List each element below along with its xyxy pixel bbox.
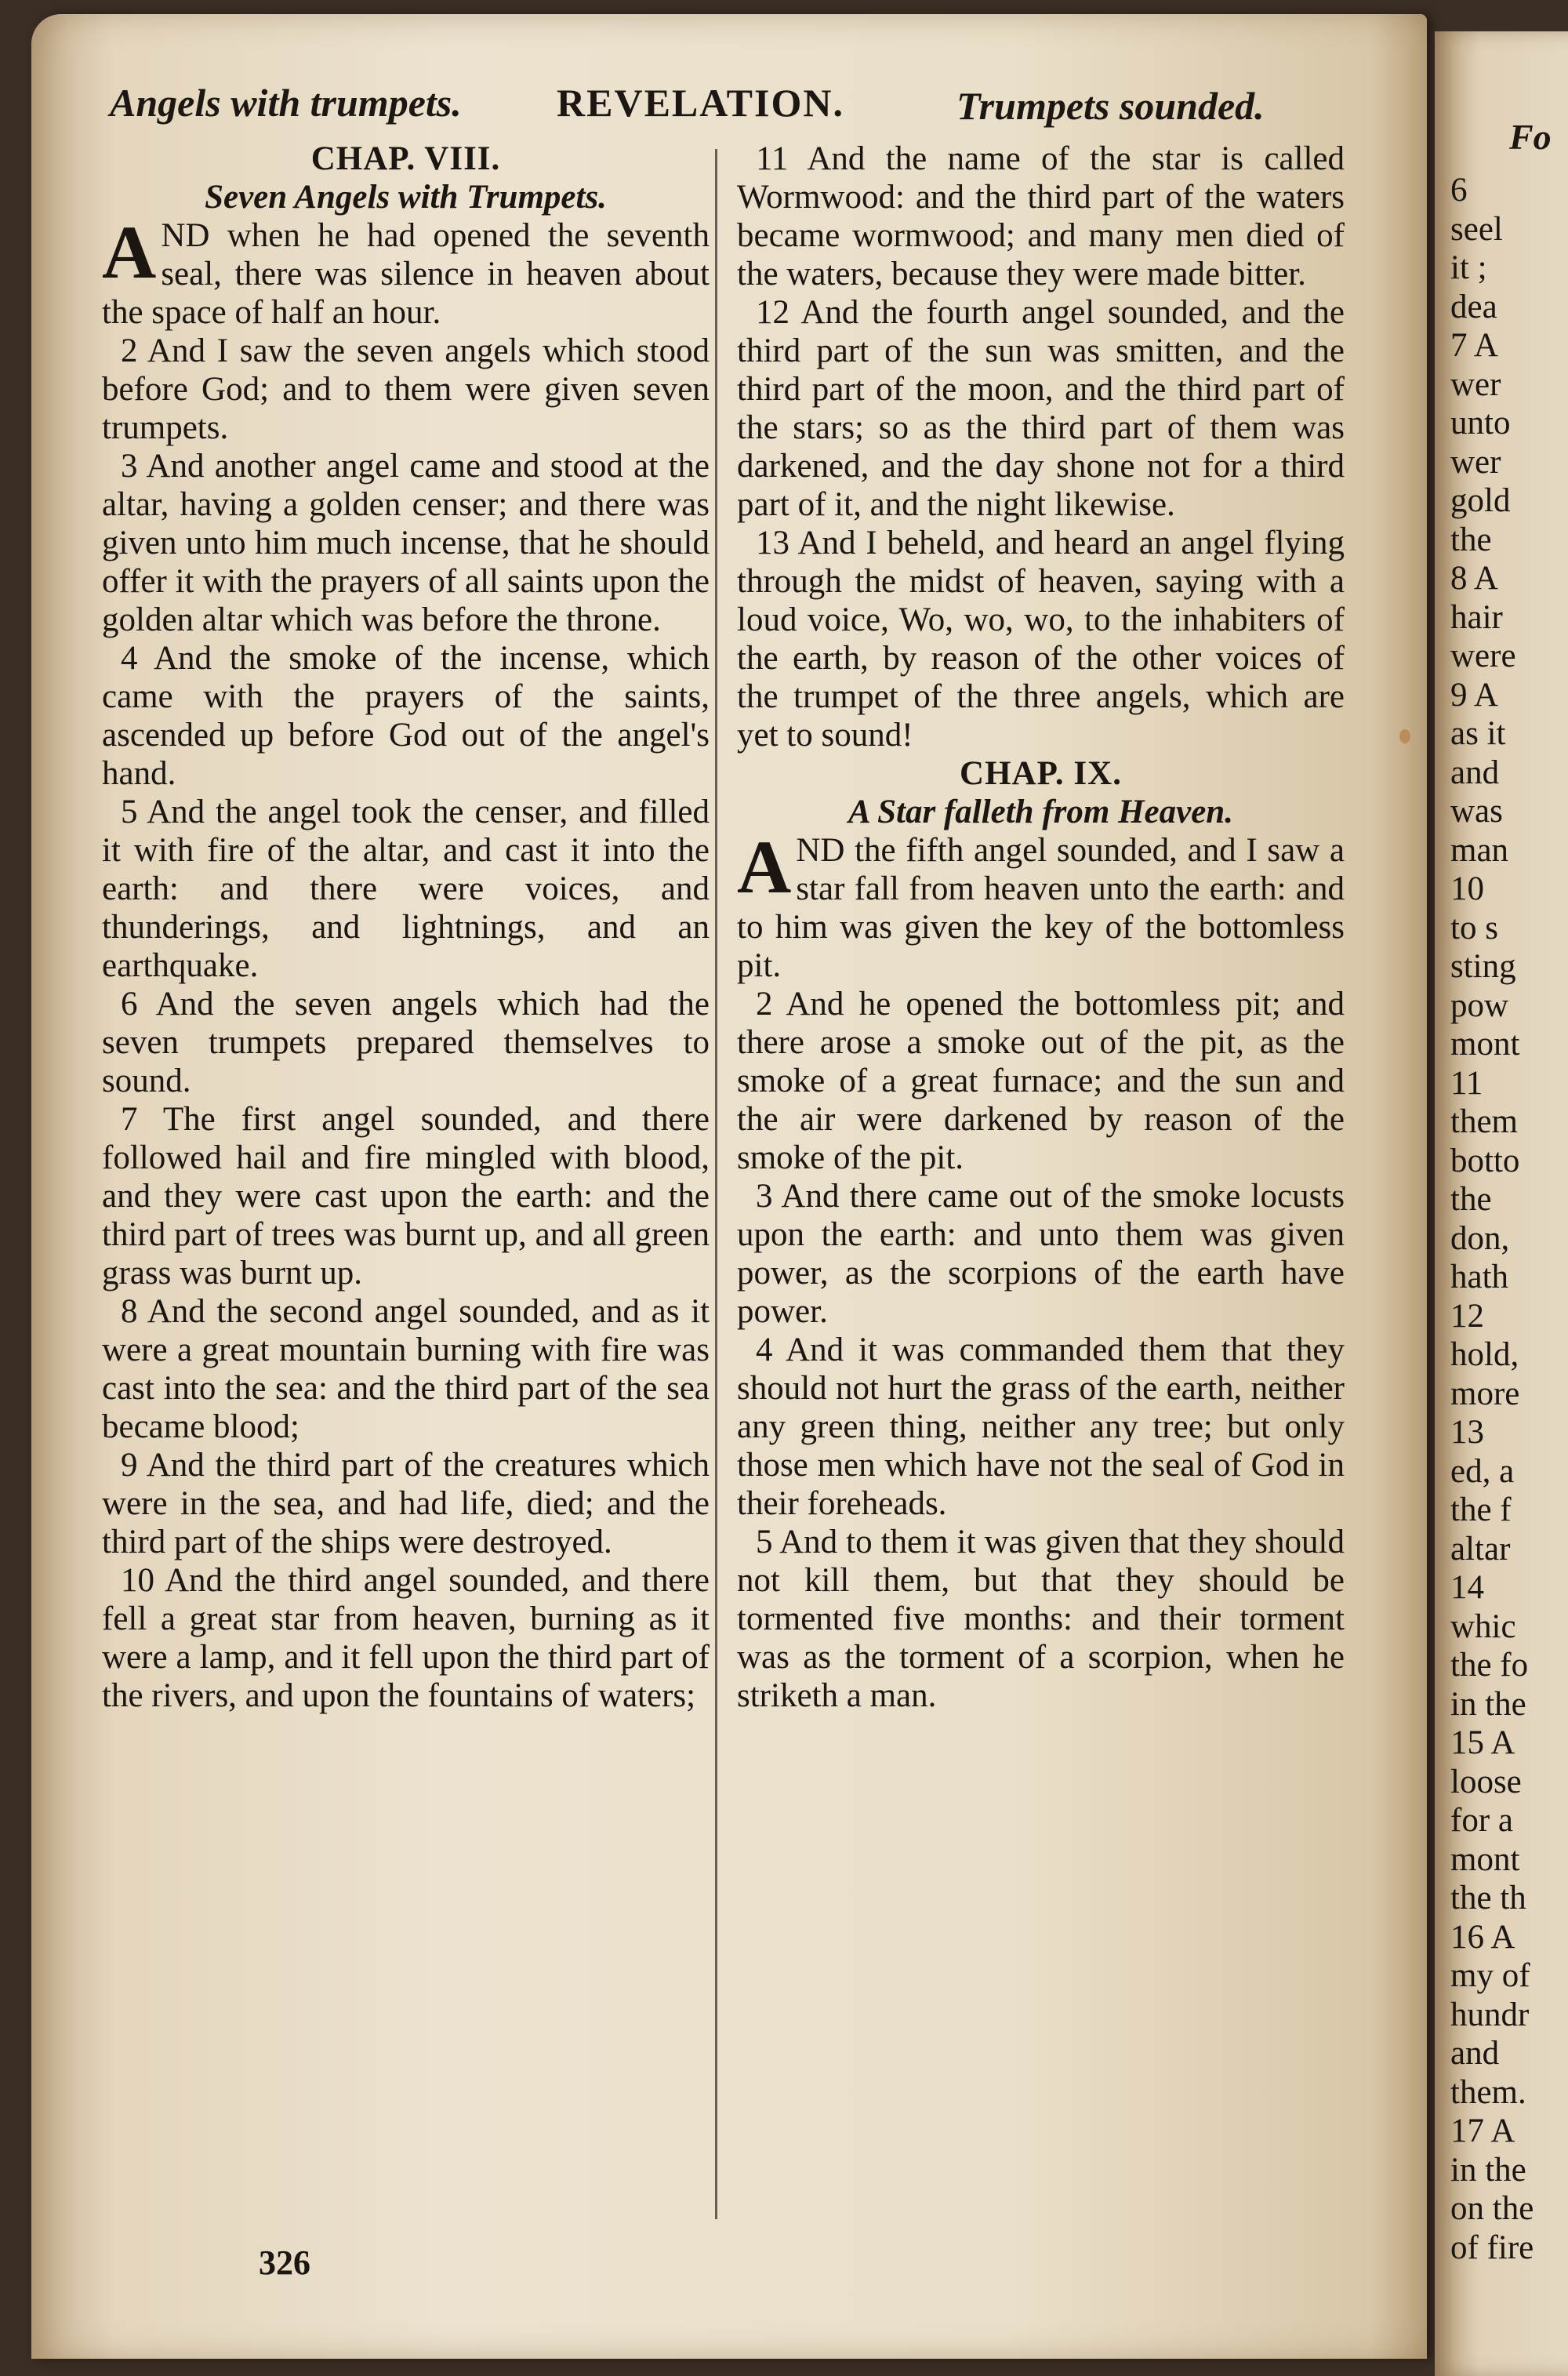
column-rule [715, 149, 717, 2219]
verse: 5 And the angel took the censer, and filled it with fire of the altar, and cast it into the earth: and there were voices, and thunderings, and lightnings, and an earthquake. [102, 794, 710, 984]
facing-line-fragment: ed, a [1450, 1452, 1515, 1490]
chapter-summary: Seven Angels with Trumpets. [205, 179, 607, 216]
running-head-left: Angels with trumpets. [110, 81, 462, 125]
facing-line-fragment: them. [1450, 2073, 1526, 2111]
facing-line-fragment: 9 A [1450, 676, 1498, 714]
facing-line-fragment: sting [1450, 948, 1516, 985]
drop-cap: A [737, 825, 792, 909]
verse: AND when he had opened the seventh seal, there was silence in heaven about the space of half an hour. [102, 210, 710, 331]
facing-line-fragment: on the [1450, 2190, 1534, 2227]
facing-line-fragment: more [1450, 1375, 1520, 1412]
facing-line-fragment: of fire [1450, 2229, 1534, 2266]
left-column [102, 140, 710, 1715]
facing-line-fragment: mont [1450, 1026, 1520, 1063]
facing-line-fragment: the f [1450, 1491, 1512, 1528]
facing-line-fragment: unto [1450, 405, 1511, 441]
facing-line-fragment: 16 A [1450, 1918, 1515, 1956]
facing-line-fragment: don, [1450, 1219, 1510, 1257]
facing-line-fragment: the [1450, 521, 1492, 558]
verse: 7 The first angel sounded, and there followed hail and fire mingled with blood, and they were cast upon the earth: and the third part of trees was burnt up, and all green grass was burnt up. [102, 1101, 710, 1292]
running-head [110, 80, 1356, 130]
facing-line-fragment: hair [1450, 598, 1503, 636]
facing-text-fragments [1450, 171, 1568, 2267]
verse: 4 And it was commanded them that they should not hurt the grass of the earth, neither any green thing, neither any tree; but only those men which have not the seal of God in their foreheads. [737, 1332, 1345, 1522]
facing-line-fragment: 8 A [1450, 560, 1498, 597]
chapter-heading: CHAP. VIII. [310, 140, 501, 177]
verse: 5 And to them it was given that they should not kill them, but that they should be tormented five months: and their torment was as the torment of a scorpion, when he striketh a man. [737, 1524, 1345, 1714]
book-title: REVELATION. [557, 81, 844, 125]
facing-line-fragment: for a [1450, 1802, 1513, 1839]
facing-line-fragment: hold, [1450, 1336, 1519, 1373]
facing-line-fragment: 17 A [1450, 2113, 1515, 2149]
facing-line-fragment: 11 [1450, 1064, 1483, 1102]
facing-line-fragment: botto [1450, 1142, 1520, 1179]
running-head-right: Trumpets sounded. [956, 84, 1265, 128]
facing-line-fragment: pow [1450, 986, 1509, 1024]
facing-line-fragment: and [1450, 754, 1500, 791]
facing-line-fragment: man [1450, 831, 1509, 869]
chapter-summary: A Star falleth from Heaven. [848, 794, 1233, 830]
facing-line-fragment: hath [1450, 1259, 1509, 1295]
facing-line-fragment: wer [1450, 365, 1501, 403]
verse: 10 And the third angel sounded, and there fell a great star from heaven, burning as it were a lamp, and it fell upon the third part of the rivers, and upon the fountains of waters; [102, 1562, 710, 1714]
facing-line-fragment: hundr [1450, 1996, 1530, 2033]
verse: 13 And I beheld, and heard an angel flying through the midst of heaven, saying with a loud voice, Wo, wo, wo, to the inhabiters of the earth, by reason of the other voices of the trumpet of the three angels, which are yet to sound! [737, 525, 1345, 754]
facing-line-fragment: the [1450, 1181, 1492, 1218]
verse: 2 And I saw the seven angels which stood before God; and to them were given seven trumpets. [102, 332, 710, 446]
facing-line-fragment: as it [1450, 715, 1506, 752]
facing-line-fragment: it ; [1450, 249, 1487, 286]
paper-stain [1399, 729, 1410, 743]
facing-line-fragment: the fo [1450, 1647, 1529, 1684]
facing-line-fragment: to s [1450, 909, 1498, 946]
facing-line-fragment: were [1450, 638, 1516, 674]
facing-line-fragment: wer [1450, 443, 1501, 481]
verse: 4 And the smoke of the incense, which came with the prayers of the saints, ascended up before God out of the angel's hand. [102, 640, 710, 792]
facing-line-fragment: whic [1450, 1608, 1516, 1645]
facing-line-fragment: 14 [1450, 1569, 1484, 1606]
facing-line-fragment: in the [1450, 1685, 1526, 1723]
facing-line-fragment: in the [1450, 2151, 1526, 2189]
verse: AND the fifth angel sounded, and I saw a star fall from heaven unto the earth: and to him was given the key of the bottomless pit. [737, 825, 1345, 984]
verse: 9 And the third part of the creatures which were in the sea, and had life, died; and the third part of the ships were destroyed. [102, 1447, 710, 1560]
facing-line-fragment: dea [1450, 288, 1497, 325]
verse: 3 And another angel came and stood at the altar, having a golden censer; and there was given unto him much incense, that he should offer it with the prayers of all saints upon the golden altar which was before the throne. [102, 448, 710, 638]
facing-line-fragment: my of [1450, 1957, 1530, 1994]
facing-line-fragment: 7 A [1450, 327, 1498, 364]
facing-line-fragment: 6 [1450, 172, 1468, 209]
verse: 8 And the second angel sounded, and as it were a great mountain burning with fire was cast into the sea: and the third part of the sea became blood; [102, 1293, 710, 1445]
facing-line-fragment: altar [1450, 1530, 1511, 1568]
facing-running-head: Fo [1509, 117, 1552, 157]
right-column [737, 140, 1345, 1715]
facing-line-fragment: 13 [1450, 1414, 1484, 1451]
facing-line-fragment: them [1450, 1103, 1518, 1140]
verse: 6 And the seven angels which had the seven trumpets prepared themselves to sound. [102, 986, 710, 1099]
facing-page-fragment [1435, 31, 1568, 2376]
facing-line-fragment: loose [1450, 1763, 1522, 1800]
verse: 2 And he opened the bottomless pit; and there arose a smoke out of the pit, as the smoke of a great furnace; and the sun and the air were darkened by reason of the smoke of the pit. [737, 986, 1345, 1176]
page-number: 326 [259, 2243, 310, 2282]
verse: 12 And the fourth angel sounded, and the third part of the sun was smitten, and the third part of the moon, and the third part of the stars; so as the third part of them was darkened, and the day shone not for a third part of it, and the night likewise. [737, 294, 1345, 523]
facing-line-fragment: was [1450, 793, 1503, 830]
facing-line-fragment: 10 [1450, 870, 1484, 907]
facing-line-fragment: 12 [1450, 1297, 1484, 1335]
facing-line-fragment: gold [1450, 482, 1511, 519]
facing-line-fragment: and [1450, 2035, 1500, 2072]
facing-line-fragment: the th [1450, 1880, 1526, 1916]
chapter-heading: CHAP. IX. [960, 755, 1122, 792]
drop-cap: A [102, 210, 157, 294]
verse: 3 And there came out of the smoke locusts upon the earth: and unto them was given power, as the scorpions of the earth have power. [737, 1178, 1345, 1330]
verse: 11 And the name of the star is called Wormwood: and the third part of the waters became wormwood; and many men died of the waters, because they were made bitter. [737, 140, 1345, 292]
facing-line-fragment: seel [1450, 210, 1503, 248]
facing-line-fragment: 15 A [1450, 1724, 1515, 1761]
facing-line-fragment: mont [1450, 1840, 1520, 1878]
